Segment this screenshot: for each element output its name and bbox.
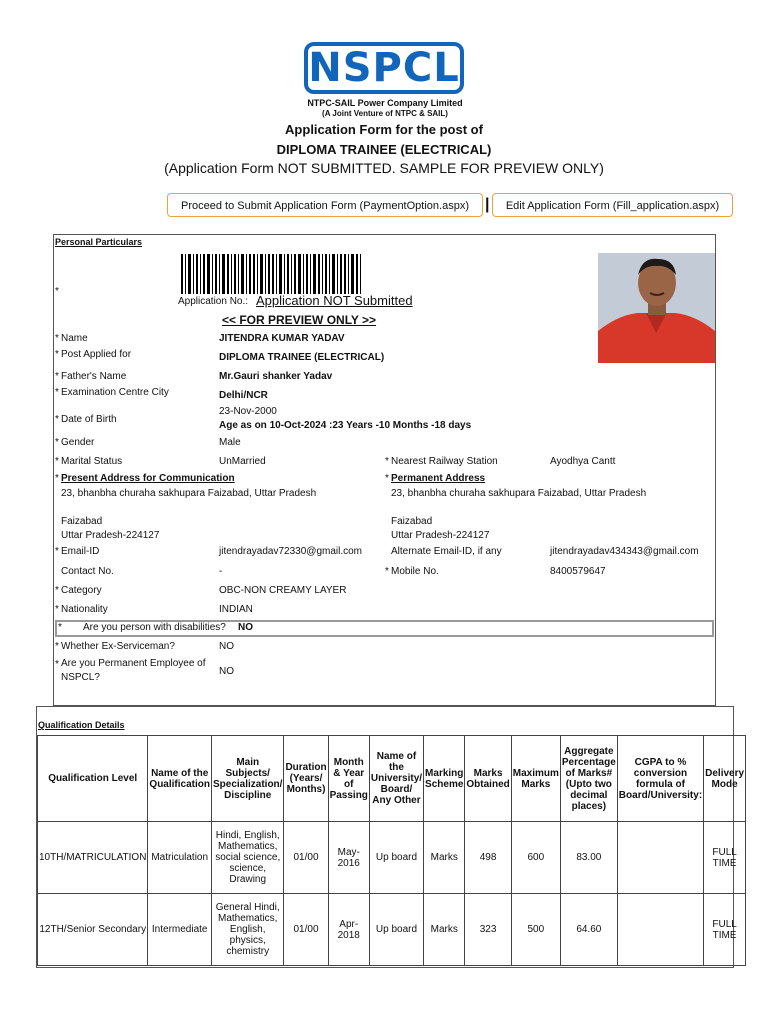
cell-delivery-mode: FULL TIME — [704, 822, 746, 894]
header-maximum-marks: Maximum Marks — [511, 736, 560, 822]
exam-centre-value: Delhi/NCR — [219, 390, 268, 401]
email-label: Email-ID — [61, 546, 100, 557]
required-star: * — [55, 286, 59, 297]
cell-maximum-marks: 600 — [511, 822, 560, 894]
company-name: NTPC-SAIL Power Company Limited — [307, 98, 463, 108]
permanent-address-line3: Uttar Pradesh-224127 — [391, 530, 490, 541]
cell-main-subjects: General Hindi, Mathematics, English, physics, chemistry — [211, 894, 283, 966]
mobile-label: Mobile No. — [391, 566, 439, 577]
post-value: DIPLOMA TRAINEE (ELECTRICAL) — [219, 352, 385, 363]
form-status-note: (Application Form NOT SUBMITTED. SAMPLE FOR PREVIEW ONLY) — [164, 160, 604, 176]
header-qualification-level: Qualification Level — [38, 736, 148, 822]
cell-marking-scheme: Marks — [424, 894, 465, 966]
qualification-section-title: Qualification Details — [38, 720, 125, 730]
cell-cgpa-conversion — [617, 894, 703, 966]
header-qualification-name: Name of the Qualification — [148, 736, 212, 822]
form-title-line1: Application Form for the post of — [285, 122, 483, 137]
permanent-address-line2: Faizabad — [391, 516, 433, 527]
alt-email-value: jitendrayadav434343@gmail.com — [550, 546, 699, 557]
nationality-label: Nationality — [61, 604, 108, 615]
exam-centre-label: Examination Centre City — [61, 387, 169, 398]
table-row — [38, 894, 746, 966]
cell-marks-obtained: 498 — [465, 822, 511, 894]
header-university: Name of the University/ Board/ Any Other — [369, 736, 423, 822]
cell-aggregate-percentage: 64.60 — [560, 894, 617, 966]
perm-employee-label-line1: Are you Permanent Employee of — [61, 658, 206, 669]
perm-employee-value: NO — [219, 666, 234, 677]
ex-serviceman-value: NO — [219, 641, 234, 652]
cell-qualification-name: Intermediate — [148, 894, 212, 966]
button-separator: | — [485, 196, 490, 213]
present-address-label: Present Address for Communication — [61, 473, 235, 484]
contact-value: - — [219, 566, 223, 577]
cell-main-subjects: Hindi, English, Mathematics, social science, science, Drawing — [211, 822, 283, 894]
mobile-value: 8400579647 — [550, 566, 606, 577]
post-label: Post Applied for — [61, 349, 132, 360]
header-cgpa-conversion: CGPA to % conversion formula of Board/University: — [617, 736, 703, 822]
company-subtitle: (A Joint Venture of NTPC & SAIL) — [322, 109, 448, 118]
email-value: jitendrayadav72330@gmail.com — [219, 546, 363, 557]
ex-serviceman-label: Whether Ex-Serviceman? — [61, 641, 175, 652]
disability-label: Are you person with disabilities? — [83, 622, 226, 633]
header-main-subjects: Main Subjects/ Specialization/ Discipline — [211, 736, 283, 822]
disability-value: NO — [238, 622, 253, 633]
cell-aggregate-percentage: 83.00 — [560, 822, 617, 894]
contact-label: Contact No. — [61, 566, 114, 577]
cell-cgpa-conversion — [617, 822, 703, 894]
present-address-line1: 23, bhanbha churaha sakhupara Faizabad, Uttar Pradesh — [61, 488, 317, 499]
father-name-value: Mr.Gauri shanker Yadav — [219, 371, 333, 382]
category-label: Category — [61, 585, 102, 596]
header-passing-date: Month & Year of Passing — [328, 736, 369, 822]
cell-passing-date: May-2016 — [328, 822, 369, 894]
edit-application-button[interactable]: Edit Application Form (Fill_application.aspx) — [492, 193, 733, 217]
cell-qualification-level: 10TH/MATRICULATION — [38, 822, 148, 894]
father-name-label: Father's Name — [61, 371, 127, 382]
nspcl-logo — [304, 42, 464, 94]
form-title-post: DIPLOMA TRAINEE (ELECTRICAL) — [276, 142, 492, 157]
application-no-value: Application NOT Submitted — [256, 293, 413, 308]
railway-station-label: Nearest Railway Station — [391, 456, 498, 467]
marital-status-label: Marital Status — [61, 456, 123, 467]
preview-only-note: << FOR PREVIEW ONLY >> — [222, 313, 377, 327]
name-label: Name — [61, 333, 88, 344]
applicant-photo — [598, 253, 715, 363]
cell-university: Up board — [369, 822, 423, 894]
railway-station-value: Ayodhya Cantt — [550, 456, 616, 467]
nationality-value: INDIAN — [219, 604, 253, 615]
gender-label: Gender — [61, 437, 95, 448]
cell-qualification-name: Matriculation — [148, 822, 212, 894]
gender-value: Male — [219, 437, 241, 448]
qualification-table — [37, 735, 746, 966]
cell-university: Up board — [369, 894, 423, 966]
header-marking-scheme: Marking Scheme — [424, 736, 465, 822]
cell-passing-date: Apr-2018 — [328, 894, 369, 966]
application-barcode — [181, 254, 406, 294]
age-value: Age as on 10-Oct-2024 :23 Years -10 Months -18 days — [219, 420, 472, 431]
present-address-line2: Faizabad — [61, 516, 103, 527]
cell-qualification-level: 12TH/Senior Secondary — [38, 894, 148, 966]
header-aggregate-percentage: Aggregate Percentage of Marks# (Upto two decimal places) — [560, 736, 617, 822]
logo-text: NSPCL — [308, 45, 460, 91]
header-duration: Duration (Years/ Months) — [284, 736, 328, 822]
dob-value: 23-Nov-2000 — [219, 406, 277, 417]
header-delivery-mode: Delivery Mode — [704, 736, 746, 822]
table-header-row — [38, 736, 746, 822]
alt-email-label: Alternate Email-ID, if any — [391, 546, 502, 557]
proceed-submit-button[interactable]: Proceed to Submit Application Form (PaymentOption.aspx) — [167, 193, 483, 217]
cell-duration: 01/00 — [284, 822, 328, 894]
cell-maximum-marks: 500 — [511, 894, 560, 966]
cell-marking-scheme: Marks — [424, 822, 465, 894]
name-value: JITENDRA KUMAR YADAV — [219, 333, 345, 344]
cell-delivery-mode: FULL TIME — [704, 894, 746, 966]
category-value: OBC-NON CREAMY LAYER — [219, 585, 347, 596]
perm-employee-label-line2: NSPCL? — [61, 672, 100, 683]
present-address-line3: Uttar Pradesh-224127 — [61, 530, 160, 541]
permanent-address-line1: 23, bhanbha churaha sakhupara Faizabad, Uttar Pradesh — [391, 488, 647, 499]
application-no-label: Application No.: — [178, 296, 249, 307]
marital-status-value: UnMarried — [219, 456, 266, 467]
dob-label: Date of Birth — [61, 414, 117, 425]
cell-marks-obtained: 323 — [465, 894, 511, 966]
header-marks-obtained: Marks Obtained — [465, 736, 511, 822]
cell-duration: 01/00 — [284, 894, 328, 966]
permanent-address-label: Permanent Address — [391, 473, 486, 484]
personal-section-title: Personal Particulars — [55, 237, 143, 247]
table-row — [38, 822, 746, 894]
